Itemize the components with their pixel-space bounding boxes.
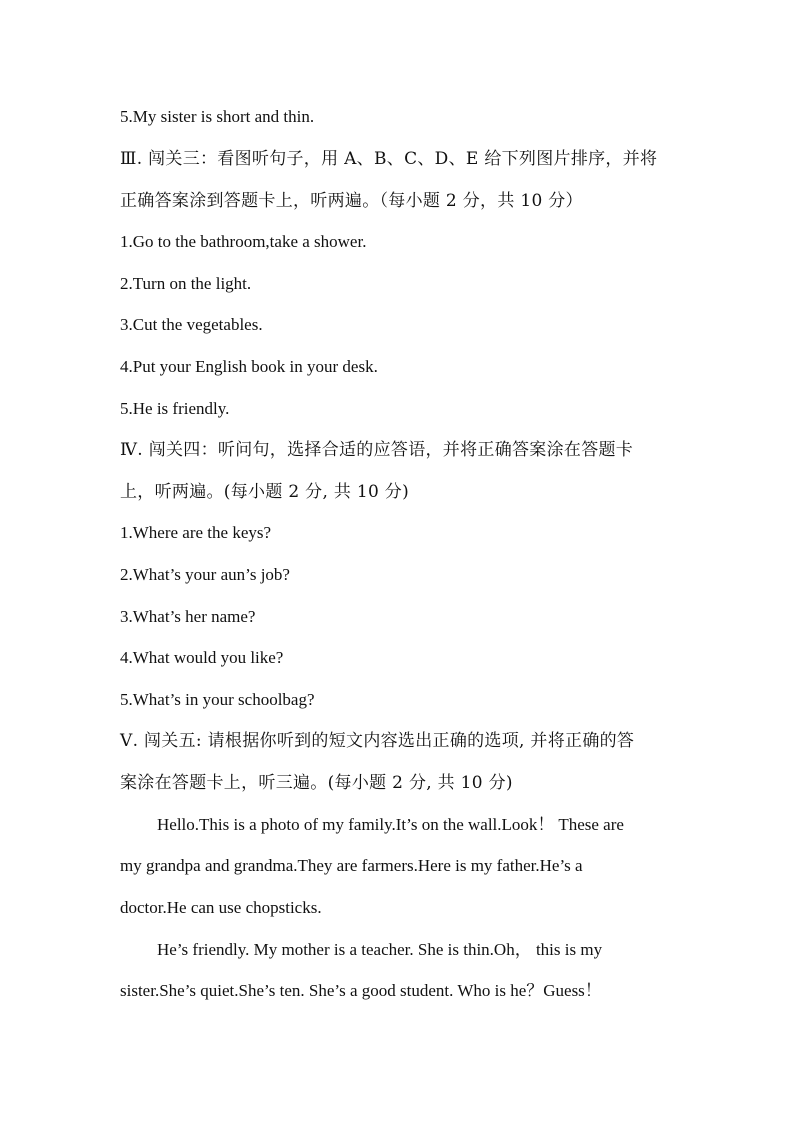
paragraph-line: doctor.He can use chopsticks. <box>120 898 322 917</box>
sentence-line: 4.Put your English book in your desk. <box>120 357 378 376</box>
sentence-line: 5.My sister is short and thin. <box>120 107 315 126</box>
section-heading: 正确答案涂到答题卡上，听两遍。（每小题 2 分，共 10 分） <box>120 191 583 211</box>
paragraph-line: Hello.This is a photo of my family.It’s on the wall.Look！ These are <box>157 815 624 834</box>
sentence-line: 5.What’s in your schoolbag? <box>120 690 315 709</box>
sentence-line: 4.What would you like? <box>120 648 284 667</box>
sentence-line: 3.What’s her name? <box>120 607 256 626</box>
paragraph-line: sister.She’s quiet.She’s ten. She’s a good student. Who is he？Guess！ <box>120 981 602 1000</box>
paragraph-line: He’s friendly. My mother is a teacher. She is thin.Oh， this is my <box>157 940 603 959</box>
section-heading: Ⅴ. 闯关五: 请根据你听到的短文内容选出正确的选项, 并将正确的答 <box>120 731 635 751</box>
sentence-line: 2.What’s your aun’s job? <box>120 565 290 584</box>
sentence-line: 1.Where are the keys? <box>120 523 272 542</box>
sentence-line: 2.Turn on the light. <box>120 274 252 293</box>
section-heading: 案涂在答题卡上，听三遍。(每小题 2 分, 共 10 分) <box>120 773 513 793</box>
section-heading: 上，听两遍。(每小题 2 分, 共 10 分) <box>120 482 410 502</box>
sentence-line: 1.Go to the bathroom,take a shower. <box>120 232 367 251</box>
sentence-line: 5.He is friendly. <box>120 399 230 418</box>
sentence-line: 3.Cut the vegetables. <box>120 315 263 334</box>
paragraph-line: my grandpa and grandma.They are farmers.Here is my father.He’s a <box>120 856 583 875</box>
section-heading: Ⅳ. 闯关四：听问句，选择合适的应答语，并将正确答案涂在答题卡 <box>120 440 634 460</box>
section-heading: Ⅲ. 闯关三：看图听句子，用 A、B、C、D、E 给下列图片排序，并将 <box>120 149 658 169</box>
